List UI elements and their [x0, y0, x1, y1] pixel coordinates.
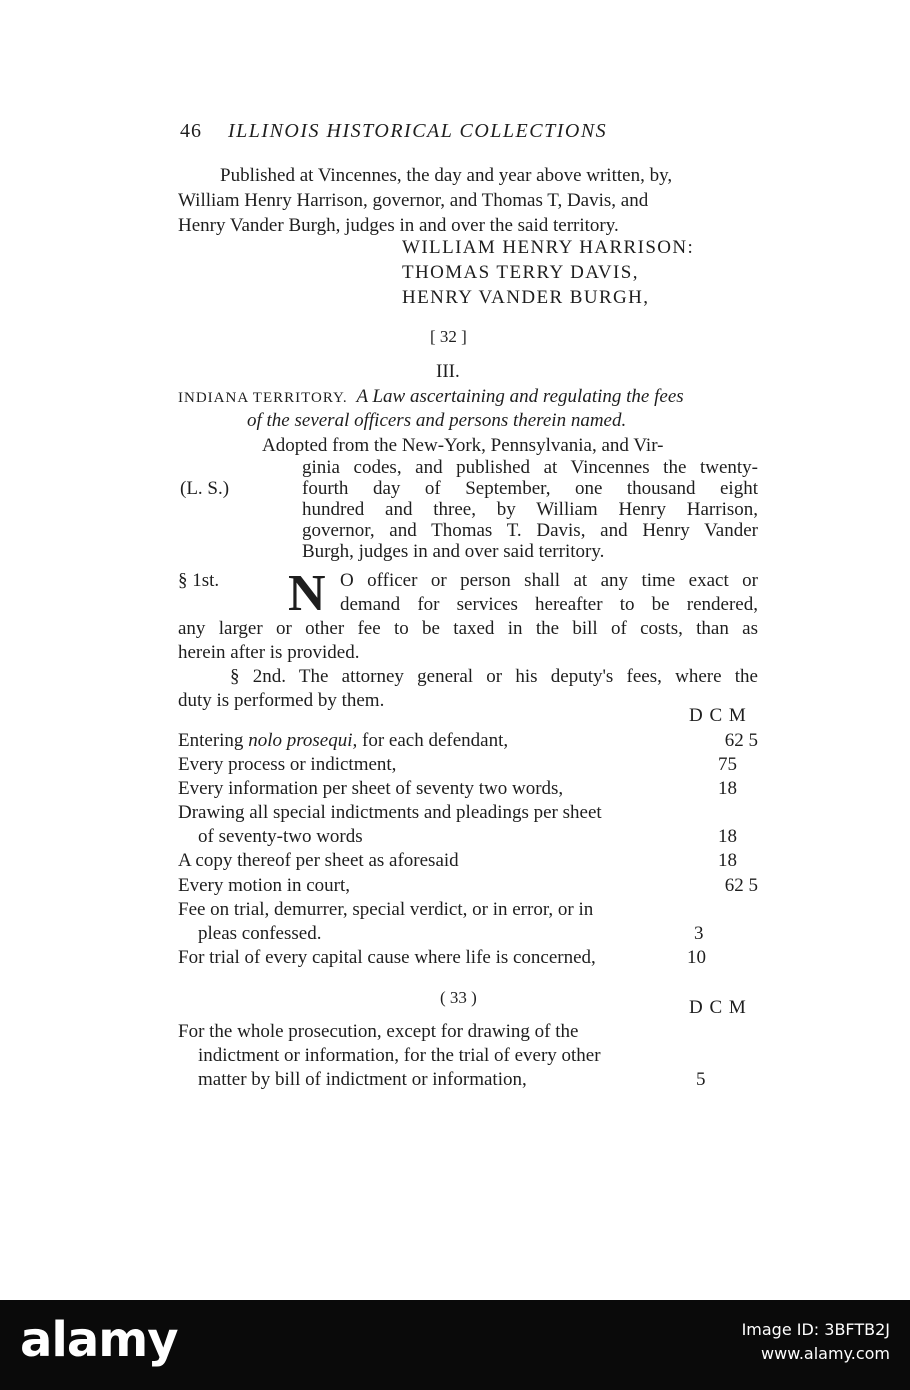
- section-1-label: § 1st.: [178, 570, 220, 591]
- signature-davis: THOMAS TERRY DAVIS,: [402, 262, 639, 283]
- law-title-text: A Law ascertaining and regulating the fees: [356, 386, 684, 407]
- adopted-line-2: ginia codes, and published at Vincennes the twenty-: [302, 457, 758, 478]
- fee-row-desc: Drawing all special indictments and pleadings per sheet: [178, 802, 602, 823]
- adopted-line-4: hundred and three, by William Henry Harrison,: [302, 499, 758, 520]
- fee-row-amount: 18: [718, 826, 737, 847]
- intro-line-3: Henry Vander Burgh, judges in and over the said territory.: [178, 215, 619, 236]
- section-2-line-1: § 2nd. The attorney general or his deputy's fees, where the: [230, 666, 758, 687]
- final-fee-line-3: matter by bill of indictment or information,: [198, 1069, 527, 1090]
- intro-line-1: Published at Vincennes, the day and year above written, by,: [220, 165, 673, 186]
- fee-row-desc: Every process or indictment,: [178, 754, 397, 775]
- fee-row-amount: 3: [694, 923, 704, 944]
- signature-harrison: WILLIAM HENRY HARRISON:: [402, 237, 695, 258]
- fee-row-amount: 75: [718, 754, 737, 775]
- adopted-line-3: fourth day of September, one thousand eight: [302, 478, 758, 499]
- fee-row-desc: Fee on trial, demurrer, special verdict, or in error, or in: [178, 899, 594, 920]
- fee-row-desc: For trial of every capital cause where life is concerned,: [178, 947, 596, 968]
- section-1-line-1: O officer or person shall at any time exact or: [340, 570, 758, 591]
- final-fee-line-1: For the whole prosecution, except for drawing of the: [178, 1021, 579, 1042]
- alamy-logo: alamy: [20, 1312, 178, 1368]
- fee-row-desc: pleas confessed.: [198, 923, 322, 944]
- fee-row-desc: Every motion in court,: [178, 875, 351, 896]
- adopted-line-1: Adopted from the New-York, Pennsylvania, and Vir-: [262, 435, 664, 456]
- section-2-line-2: duty is performed by them.: [178, 690, 385, 711]
- fee-row-amount: 18: [718, 778, 737, 799]
- intro-line-2: William Henry Harrison, governor, and Thomas T, Davis, and: [178, 190, 649, 211]
- fee-row-desc: A copy thereof per sheet as aforesaid: [178, 850, 459, 871]
- final-fee-line-2: indictment or information, for the trial of every other: [198, 1045, 601, 1066]
- section-1-line-4: herein after is provided.: [178, 642, 360, 663]
- site-url: www.alamy.com: [761, 1344, 890, 1363]
- final-fee-amount: 5: [696, 1069, 706, 1090]
- law-title-line-1: [178, 385, 684, 410]
- section-1-line-2: demand for services hereafter to be rendered,: [340, 594, 758, 615]
- page-marker: ( 33 ): [440, 988, 477, 1007]
- fee-row-amount: 62 5: [724, 730, 758, 751]
- territory-label: INDIANA TERRITORY.: [178, 390, 348, 406]
- seal-mark: (L. S.): [180, 478, 230, 499]
- running-header: [180, 120, 607, 143]
- fee-row-amount: 10: [687, 947, 706, 968]
- drop-cap: N: [288, 565, 326, 622]
- law-title-line-2: of the several officers and persons therein named.: [247, 410, 627, 431]
- image-id: Image ID: 3BFTB2J: [741, 1320, 890, 1339]
- currency-header: D C M: [689, 997, 747, 1018]
- fee-row-desc: Every information per sheet of seventy two words,: [178, 778, 564, 799]
- adopted-line-5: governor, and Thomas T. Davis, and Henry Vander: [302, 520, 758, 541]
- page-marker: [ 32 ]: [430, 327, 467, 346]
- fee-row-amount: 18: [718, 850, 737, 871]
- section-1-line-3: any larger or other fee to be taxed in the bill of costs, than as: [178, 618, 758, 639]
- running-title: ILLINOIS HISTORICAL COLLECTIONS: [228, 120, 608, 142]
- fee-row-amount: 62 5: [724, 875, 758, 896]
- section-number: III.: [436, 361, 460, 382]
- fee-row-desc: Entering nolo prosequi, for each defendant,: [178, 730, 509, 751]
- signature-vanderburgh: HENRY VANDER BURGH,: [402, 287, 650, 308]
- stock-footer: [0, 1300, 910, 1390]
- adopted-line-6: Burgh, judges in and over said territory.: [302, 541, 605, 562]
- currency-header: D C M: [689, 705, 747, 726]
- image-id-block: [742, 1318, 890, 1366]
- fee-row-desc: of seventy-two words: [198, 826, 363, 847]
- page-number: 46: [180, 120, 202, 142]
